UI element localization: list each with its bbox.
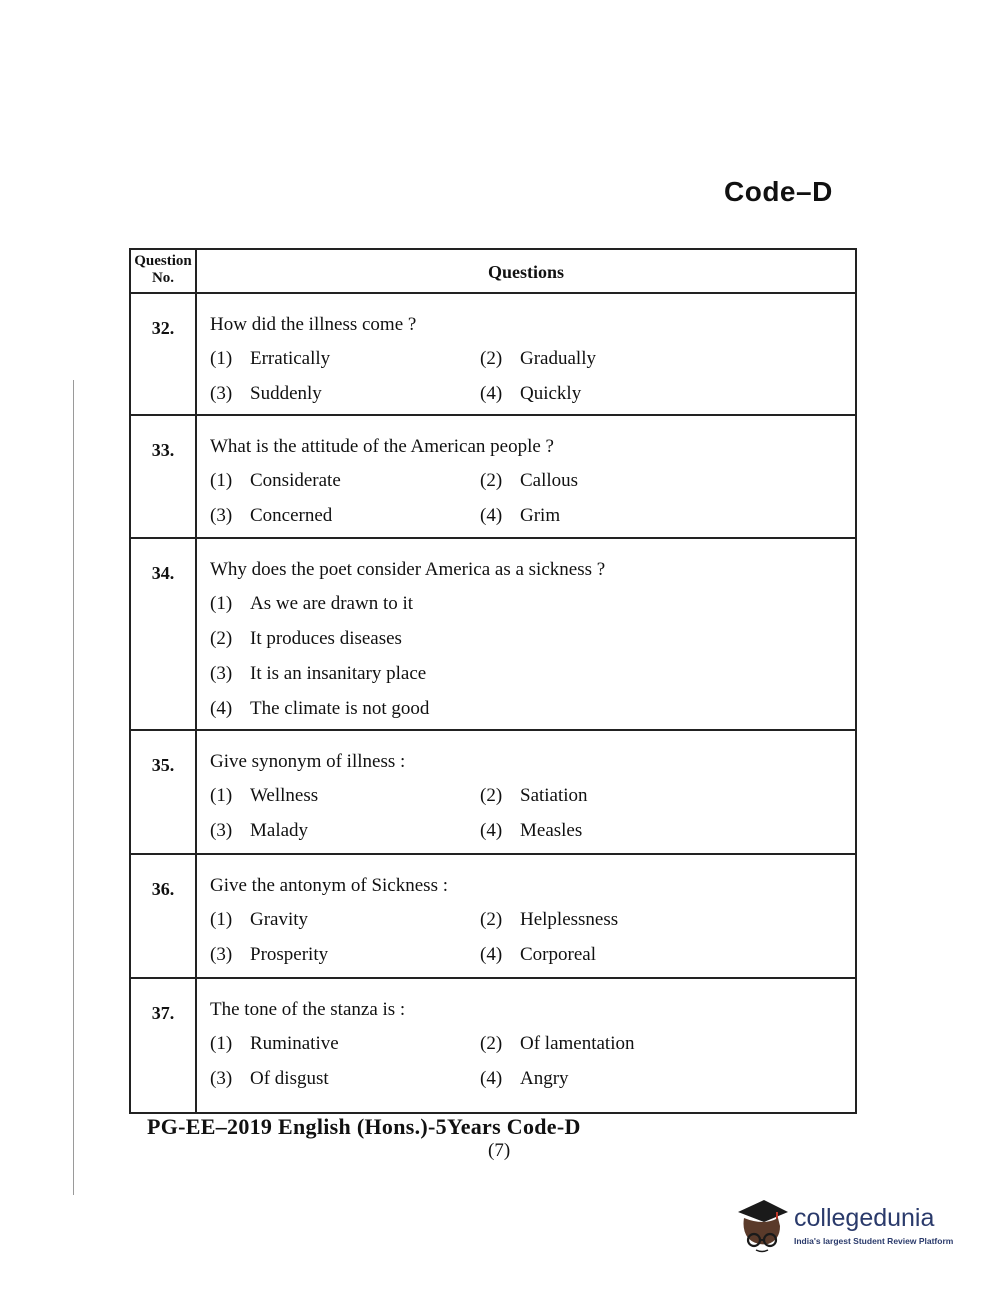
question-text: What is the attitude of the American people ? [210, 436, 554, 457]
question-number: 35. [131, 731, 197, 853]
questions-table [129, 248, 857, 1114]
option: (3) Concerned [210, 505, 333, 526]
footer-title: PG-EE–2019 English (Hons.)-5Years Code-D [147, 1114, 581, 1139]
logo-name: collegedunia [794, 1204, 935, 1232]
option: (1) Considerate [210, 470, 341, 491]
option: (3) It is an insanitary place [210, 663, 427, 684]
option: (1) Erratically [210, 348, 331, 369]
question-row [131, 294, 855, 416]
graduate-mascot-icon [734, 1196, 792, 1256]
option: (2) It produces diseases [210, 628, 402, 649]
question-text: The tone of the stanza is : [210, 999, 406, 1020]
question-number: 33. [131, 416, 197, 537]
option: (4) Measles [480, 820, 583, 841]
option: (2) Satiation [480, 785, 588, 806]
option: (1) Ruminative [210, 1033, 339, 1054]
question-text: How did the illness come ? [210, 314, 417, 335]
question-text: Give the antonym of Sickness : [210, 875, 448, 896]
header-questions: Questions [487, 262, 565, 282]
option: (2) Callous [480, 470, 579, 491]
question-number: 36. [131, 855, 197, 977]
option: (4) Grim [480, 505, 561, 526]
option: (3) Malady [210, 820, 309, 841]
question-row [131, 855, 855, 979]
option: (3) Of disgust [210, 1068, 329, 1089]
option: (3) Suddenly [210, 383, 322, 404]
option: (4) The climate is not good [210, 698, 430, 719]
page-number: (7) [488, 1140, 511, 1161]
question-number: 34. [131, 539, 197, 729]
question-row [131, 979, 855, 1112]
option: (3) Prosperity [210, 944, 329, 965]
code-label: Code–D [724, 176, 833, 207]
option: (2) Gradually [480, 348, 596, 369]
option: (4) Angry [480, 1068, 569, 1089]
logo-tagline: India's largest Student Review Platform [794, 1236, 954, 1246]
question-text: Give synonym of illness : [210, 751, 406, 772]
question-row [131, 539, 855, 731]
margin-line [73, 380, 74, 1195]
option: (1) Wellness [210, 785, 319, 806]
header-question-no: Question No. [131, 250, 197, 292]
question-row [131, 731, 855, 855]
option: (4) Corporeal [480, 944, 596, 965]
option: (1) Gravity [210, 909, 309, 930]
collegedunia-logo [734, 1196, 964, 1256]
question-text: Why does the poet consider America as a sickness ? [210, 559, 606, 580]
option: (4) Quickly [480, 383, 582, 404]
option: (2) Of lamentation [480, 1033, 635, 1054]
option: (1) As we are drawn to it [210, 593, 414, 614]
question-number: 37. [131, 979, 197, 1112]
table-header [131, 250, 855, 294]
question-row [131, 416, 855, 539]
option: (2) Helplessness [480, 909, 619, 930]
question-number: 32. [131, 294, 197, 414]
